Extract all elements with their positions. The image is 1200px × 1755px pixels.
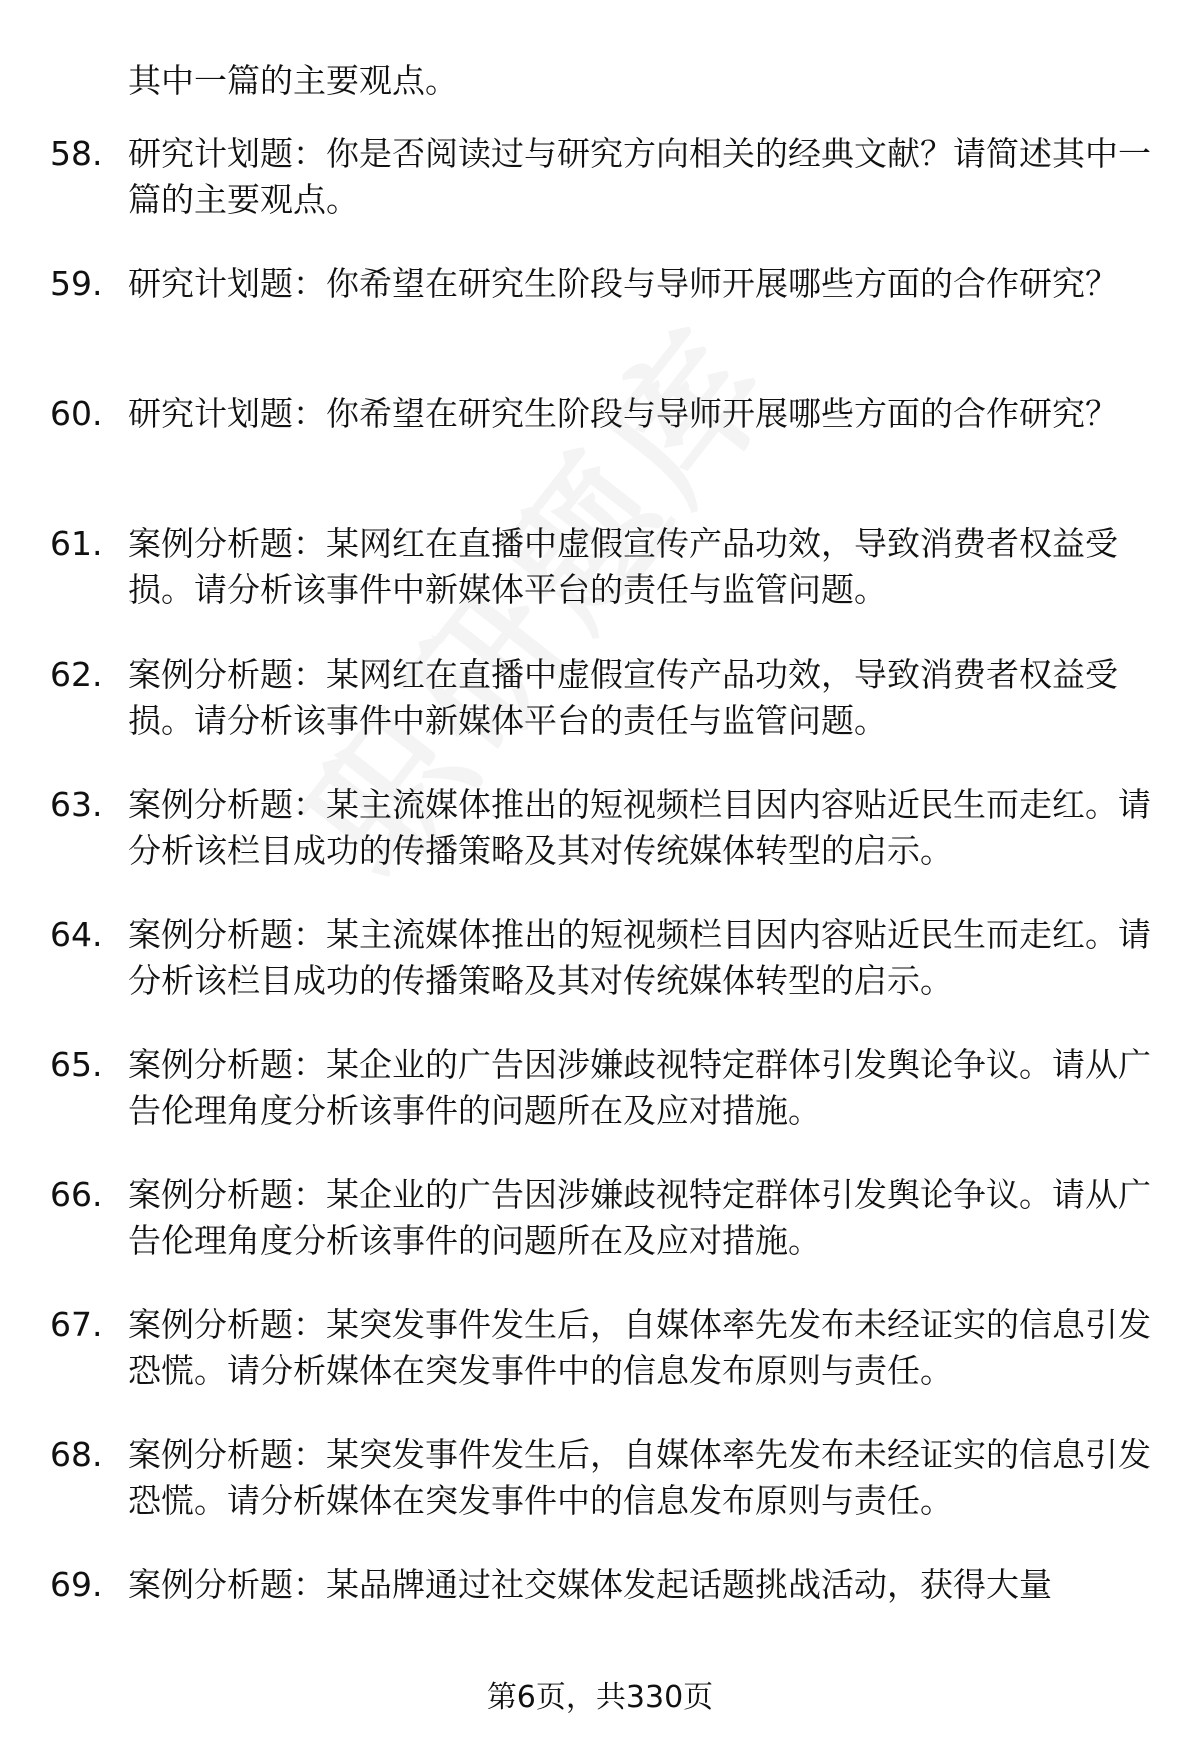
question-number: 65. bbox=[50, 1045, 103, 1084]
question-number: 61. bbox=[50, 524, 103, 563]
question-item bbox=[50, 1172, 1160, 1264]
question-text: 案例分析题：某网红在直播中虚假宣传产品功效，导致消费者权益受损。请分析该事件中新媒体平台的责任与监管问题。 bbox=[128, 655, 1118, 740]
question-item bbox=[50, 782, 1160, 874]
question-number: 63. bbox=[50, 785, 103, 824]
question-text: 研究计划题：你是否阅读过与研究方向相关的经典文献？请简述其中一篇的主要观点。 bbox=[128, 134, 1151, 219]
question-text: 案例分析题：某品牌通过社交媒体发起话题挑战活动，获得大量 bbox=[128, 1565, 1052, 1604]
question-item bbox=[50, 391, 1160, 437]
question-text: 案例分析题：某企业的广告因涉嫌歧视特定群体引发舆论争议。请从广告伦理角度分析该事件的问题所在及应对措施。 bbox=[128, 1045, 1151, 1130]
question-item bbox=[50, 521, 1160, 613]
question-number: 68. bbox=[50, 1435, 103, 1474]
question-text: 案例分析题：某企业的广告因涉嫌歧视特定群体引发舆论争议。请从广告伦理角度分析该事件的问题所在及应对措施。 bbox=[128, 1175, 1151, 1260]
question-number: 67. bbox=[50, 1305, 103, 1344]
page-footer: 第6页，共330页 bbox=[486, 1680, 714, 1715]
question-number: 59. bbox=[50, 264, 103, 303]
question-item bbox=[50, 912, 1160, 1004]
question-item bbox=[50, 1042, 1160, 1134]
question-number: 58. bbox=[50, 134, 103, 173]
question-item bbox=[50, 1432, 1160, 1524]
question-text: 研究计划题：你希望在研究生阶段与导师开展哪些方面的合作研究？ bbox=[128, 394, 1118, 433]
question-text: 案例分析题：某突发事件发生后，自媒体率先发布未经证实的信息引发恐慌。请分析媒体在突发事件中的信息发布原则与责任。 bbox=[128, 1435, 1151, 1520]
question-item bbox=[50, 261, 1160, 307]
question-text: 研究计划题：你希望在研究生阶段与导师开展哪些方面的合作研究？ bbox=[128, 264, 1118, 303]
question-text: 案例分析题：某突发事件发生后，自媒体率先发布未经证实的信息引发恐慌。请分析媒体在突发事件中的信息发布原则与责任。 bbox=[128, 1305, 1151, 1390]
question-number: 62. bbox=[50, 655, 103, 694]
question-number: 64. bbox=[50, 915, 103, 954]
question-item bbox=[50, 1302, 1160, 1394]
question-text: 案例分析题：某网红在直播中虚假宣传产品功效，导致消费者权益受损。请分析该事件中新媒体平台的责任与监管问题。 bbox=[128, 524, 1118, 609]
question-item bbox=[50, 131, 1160, 223]
question-text: 案例分析题：某主流媒体推出的短视频栏目因内容贴近民生而走红。请分析该栏目成功的传播策略及其对传统媒体转型的启示。 bbox=[128, 785, 1151, 870]
question-item bbox=[50, 1562, 1160, 1608]
question-item bbox=[50, 652, 1160, 744]
question-number: 66. bbox=[50, 1175, 103, 1214]
question-number: 60. bbox=[50, 394, 103, 433]
continued-line: 其中一篇的主要观点。 bbox=[128, 61, 458, 100]
question-number: 69. bbox=[50, 1565, 103, 1604]
question-text: 案例分析题：某主流媒体推出的短视频栏目因内容贴近民生而走红。请分析该栏目成功的传播策略及其对传统媒体转型的启示。 bbox=[128, 915, 1151, 1000]
